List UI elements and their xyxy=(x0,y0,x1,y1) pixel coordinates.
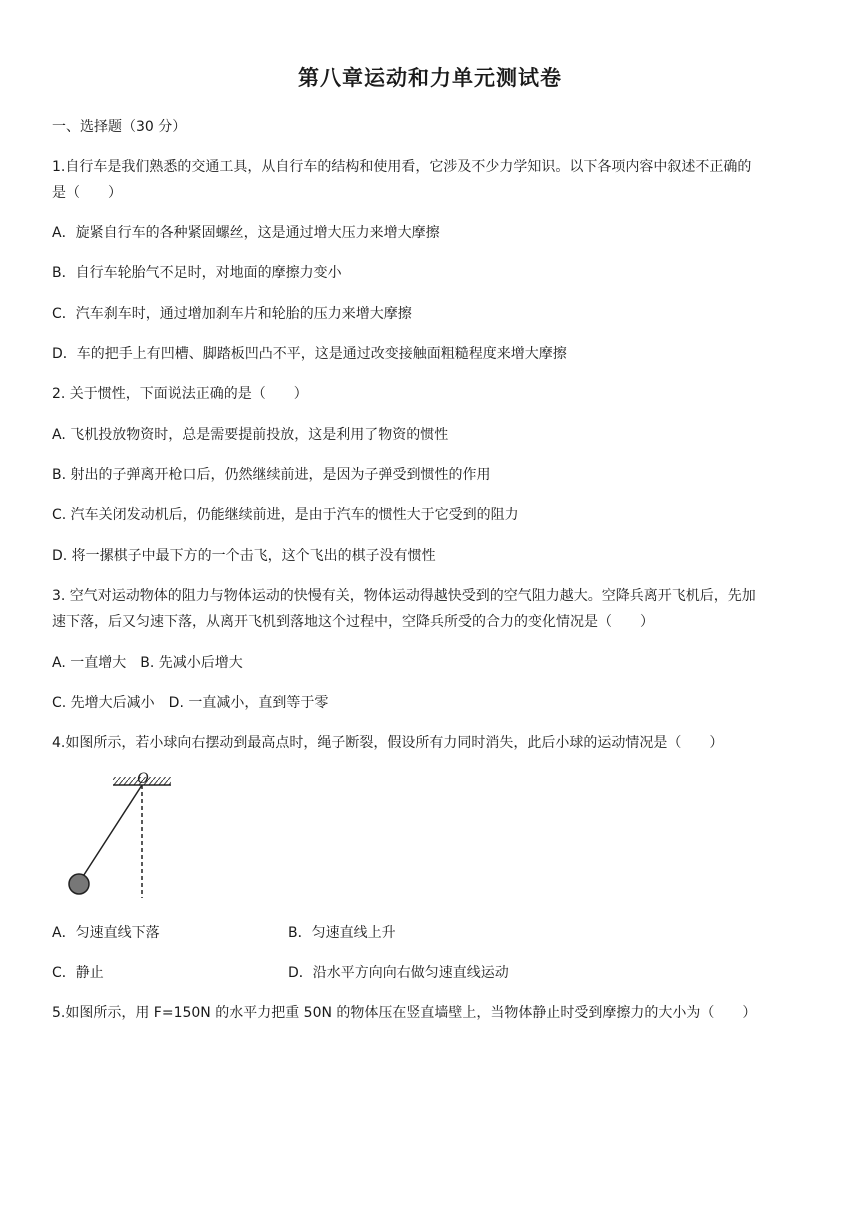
section-heading: 一、选择题（30 分） xyxy=(52,119,187,135)
q4-option-d: D．沿水平方向向右做匀速直线运动 xyxy=(288,965,509,981)
q3-options-ab: A. 一直增大 B. 先减小后增大 xyxy=(52,655,243,671)
q4-option-c: C．静止 xyxy=(52,965,104,981)
pivot-label: O xyxy=(137,770,149,787)
q2-option-b: B. 射出的子弹离开枪口后，仍然继续前进，是因为子弹受到惯性的作用 xyxy=(52,467,491,483)
q1-option-b: B．自行车轮胎气不足时，对地面的摩擦力变小 xyxy=(52,265,342,281)
pendulum-figure xyxy=(58,768,188,903)
q1-stem-line1: 1.自行车是我们熟悉的交通工具，从自行车的结构和使用看，它涉及不少力学知识。以下各项内容中叙述不正确的 xyxy=(52,159,752,175)
q4-option-b: B．匀速直线上升 xyxy=(288,925,396,941)
q2-stem: 2. 关于惯性，下面说法正确的是（ ） xyxy=(52,386,308,402)
q1-option-d: D．车的把手上有凹槽、脚踏板凹凸不平，这是通过改变接触面粗糙程度来增大摩擦 xyxy=(52,346,567,362)
q1-option-a: A．旋紧自行车的各种紧固螺丝，这是通过增大压力来增大摩擦 xyxy=(52,225,440,241)
q5-stem: 5.如图所示，用 F=150N 的水平力把重 50N 的物体压在竖直墙壁上，当物体静止时受到摩擦力的大小为（ ） xyxy=(52,1005,757,1021)
q2-option-a: A. 飞机投放物资时，总是需要提前投放，这是利用了物资的惯性 xyxy=(52,427,449,443)
q2-option-c: C. 汽车关闭发动机后，仍能继续前进，是由于汽车的惯性大于它受到的阻力 xyxy=(52,507,519,523)
q4-option-a: A．匀速直线下落 xyxy=(52,925,160,941)
page-title: 第八章运动和力单元测试卷 xyxy=(298,66,562,90)
q2-option-d: D. 将一摞棋子中最下方的一个击飞，这个飞出的棋子没有惯性 xyxy=(52,548,436,564)
q1-stem-line2: 是（ ） xyxy=(52,185,122,201)
pendulum-string xyxy=(80,785,142,881)
q3-options-cd: C. 先增大后减小 D. 一直减小，直到等于零 xyxy=(52,695,329,711)
q3-stem-line2: 速下落，后又匀速下落，从离开飞机到落地这个过程中，空降兵所受的合力的变化情况是（ ） xyxy=(52,614,654,630)
q4-stem: 4.如图所示，若小球向右摆动到最高点时，绳子断裂，假设所有力同时消失，此后小球的运动情况是（ ） xyxy=(52,735,724,751)
q1-option-c: C．汽车刹车时，通过增加刹车片和轮胎的压力来增大摩擦 xyxy=(52,306,412,322)
q3-stem-line1: 3. 空气对运动物体的阻力与物体运动的快慢有关，物体运动得越快受到的空气阻力越大。空降兵离开飞机后，先加 xyxy=(52,588,756,604)
pendulum-ball xyxy=(69,874,89,894)
